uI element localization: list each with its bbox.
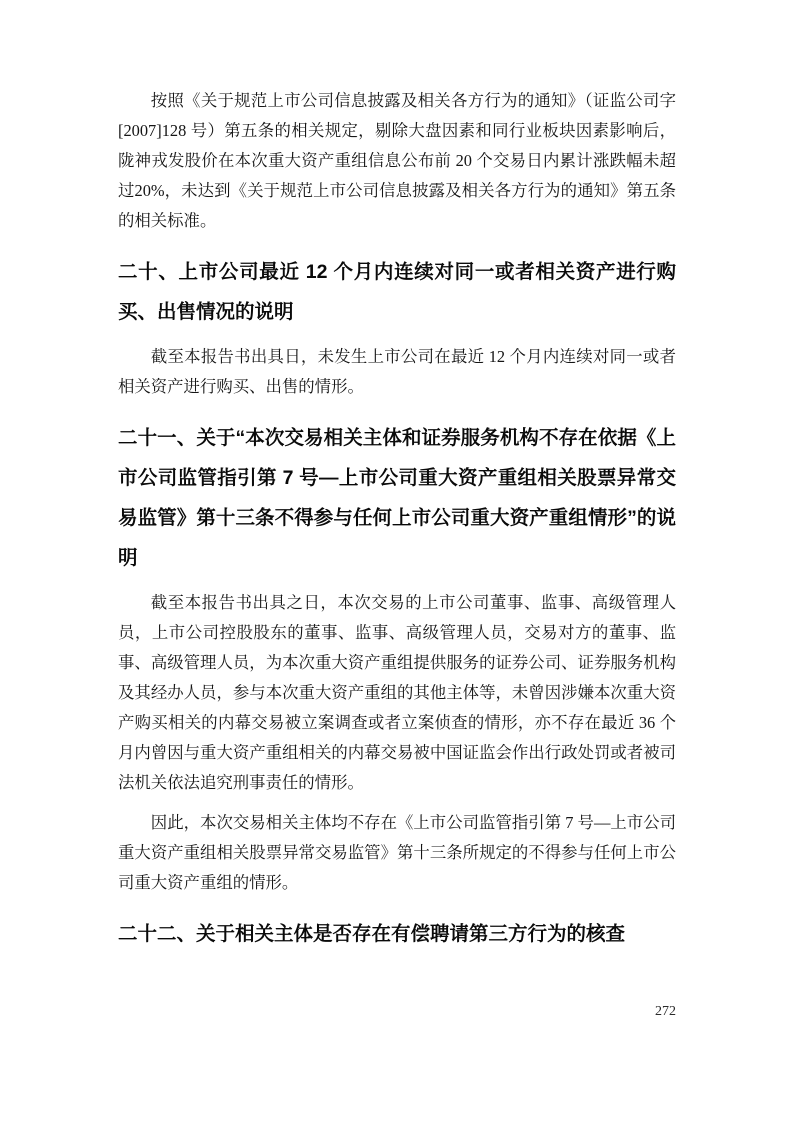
page-body [118,86,676,954]
body-paragraph-disclosure-standard: 按照《关于规范上市公司信息披露及相关各方行为的通知》（证监公司字[2007]128 号）第五条的相关规定，剔除大盘因素和同行业板块因素影响后，陇神戎发股价在本次重大资产重组信息公布前 20 个交易日内累计涨跌幅未超过20%，未达到《关于规范上市公司信息披露及相关各方行为的通知》第五条的相关标准。 [118,91,676,230]
body-paragraph-no-continuous-purchase: 截至本报告书出具日，未发生上市公司在最近 12 个月内连续对同一或者相关资产进行购买、出售的情形。 [118,347,676,396]
body-paragraph-insider-trading-check: 截至本报告书出具之日，本次交易的上市公司董事、监事、高级管理人员，上市公司控股股东的董事、监事、高级管理人员，交易对方的董事、监事、高级管理人员，为本次重大资产重组提供服务的证券公司、证券服务机构及其经办人员，参与本次重大资产重组的其他主体等，未曾因涉嫌本次重大资产购买相关的内幕交易被立案调查或者立案侦查的情形，亦不存在最近 36 个月内曾因与重大资产重组相关的内幕交易被中国证监会作出行政处罚或者被司法机关依法追究刑事责任的情形。 [118,593,676,792]
body-paragraph-conclusion: 因此，本次交易相关主体均不存在《上市公司监管指引第 7 号—上市公司重大资产重组相关股票异常交易监管》第十三条所规定的不得参与任何上市公司重大资产重组的情形。 [118,813,676,892]
section-heading-20: 二十、上市公司最近 12 个月内连续对同一或者相关资产进行购买、出售情况的说明 [118,261,676,323]
section-heading-22: 二十二、关于相关主体是否存在有偿聘请第三方行为的核查 [118,923,626,945]
section-heading-21: 二十一、关于“本次交易相关主体和证券服务机构不存在依据《上市公司监管指引第 7 号—上市公司重大资产重组相关股票异常交易监管》第十三条不得参与任何上市公司重大资产重组情形”的说明 [118,427,676,569]
page-number: 272 [655,1004,676,1019]
